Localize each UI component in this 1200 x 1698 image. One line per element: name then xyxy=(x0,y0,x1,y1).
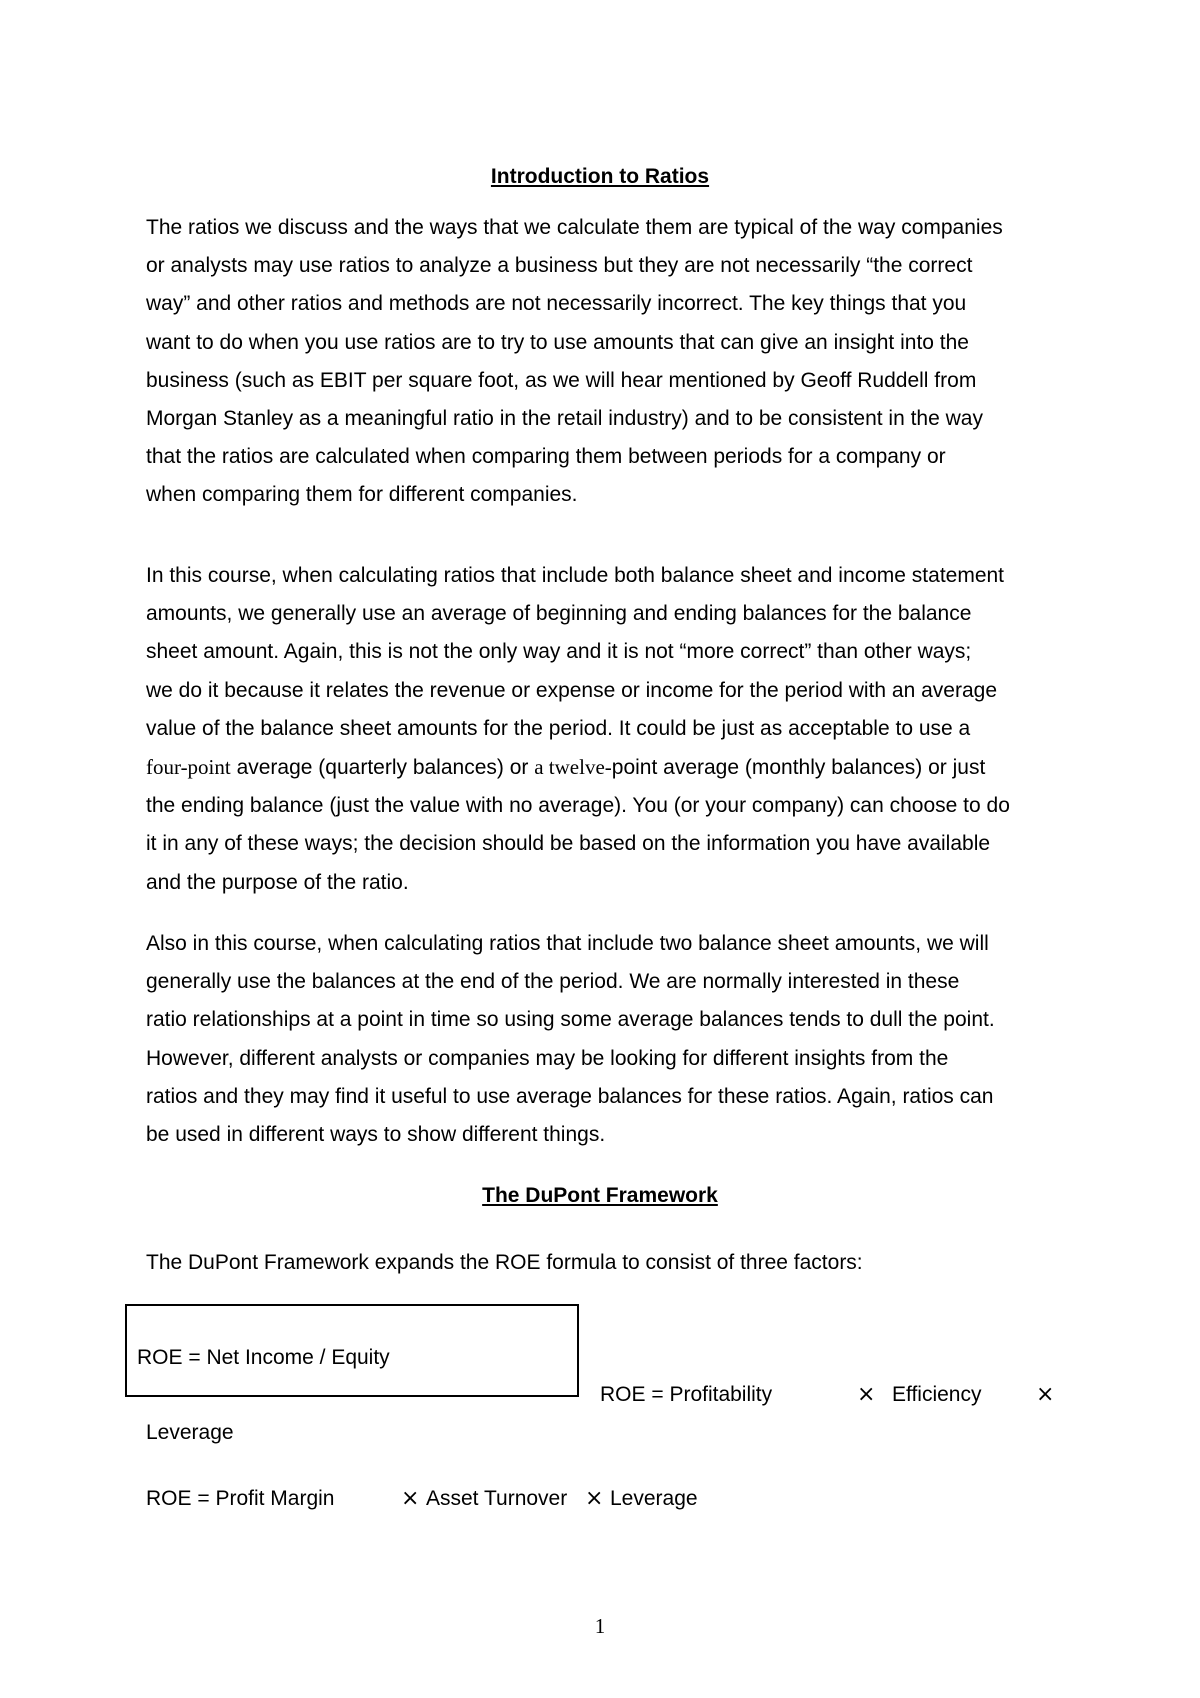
text-line: generally use the balances at the end of the period. We are normally interested in these xyxy=(146,970,960,994)
paragraph-intro xyxy=(146,209,1066,515)
text-line: ratios and they may find it useful to use average balances for these ratios. Again, ratios can xyxy=(146,1084,994,1108)
text-line: The ratios we discuss and the ways that we calculate them are typical of the way companies xyxy=(146,216,1003,239)
twelve-point-term: a twelve- xyxy=(534,755,612,780)
roe-basic-formula: ROE = Net Income / Equity xyxy=(137,1346,390,1369)
formula-asset-turnover: Asset Turnover xyxy=(426,1487,568,1510)
text-line: that the ratios are calculated when comparing them between periods for a company or xyxy=(146,445,946,469)
formula-profit-margin: ROE = Profit Margin xyxy=(146,1487,335,1510)
text-line: amounts, we generally use an average of beginning and ending balances for the balance xyxy=(146,602,972,626)
text-line: want to do when you use ratios are to try to use amounts that can give an insight into the xyxy=(146,330,969,354)
text-line: Also in this course, when calculating ratios that include two balance sheet amounts, we will xyxy=(146,932,989,955)
text-line: However, different analysts or companies may be looking for different insights from the xyxy=(146,1046,949,1070)
section-intro: The DuPont Framework expands the ROE formula to consist of three factors: xyxy=(146,1251,863,1274)
text-line: we do it because it relates the revenue or expense or income for the period with an average xyxy=(146,678,998,702)
text-line: value of the balance sheet amounts for the period. It could be just as acceptable to use a xyxy=(146,716,971,740)
text-line: be used in different ways to show different things. xyxy=(146,1123,606,1147)
text-line: the ending balance (just the value with no average). You (or your company) can choose to do xyxy=(146,794,1010,818)
formula-leverage: Leverage xyxy=(610,1487,698,1510)
text-line: Morgan Stanley as a meaningful ratio in the retail industry) and to be consistent in the way xyxy=(146,407,983,431)
text-line: and the purpose of the ratio. xyxy=(146,870,409,894)
text-line-mixed xyxy=(146,748,1066,787)
text-line: In this course, when calculating ratios that include both balance sheet and income statement xyxy=(146,564,1005,587)
four-point-term: four-point xyxy=(146,755,231,780)
text-line: when comparing them for different companies. xyxy=(146,483,578,507)
text-line: business (such as EBIT per square foot, as we will hear mentioned by Geoff Ruddell from xyxy=(146,368,977,392)
section-title: The DuPont Framework xyxy=(482,1184,718,1207)
paragraph-end-balances xyxy=(146,925,1066,1154)
formula-efficiency: Efficiency xyxy=(892,1383,982,1406)
text-line: ratio relationships at a point in time so using some average balances tends to dull the point. xyxy=(146,1008,995,1032)
formula-profitability: ROE = Profitability xyxy=(600,1383,773,1406)
formula-leverage: Leverage xyxy=(146,1421,234,1444)
text-line: or analysts may use ratios to analyze a business but they are not necessarily “the correct xyxy=(146,254,973,278)
text-run: average (quarterly balances) or xyxy=(230,756,535,780)
text-line: it in any of these ways; the decision should be based on the information you have available xyxy=(146,832,991,856)
paragraph-averages xyxy=(146,557,1066,902)
multiply-sign: × xyxy=(857,1382,876,1407)
multiply-sign: × xyxy=(1036,1382,1055,1407)
text-line: sheet amount. Again, this is not the only way and it is not “more correct” than other ways; xyxy=(146,640,972,664)
page-number: 1 xyxy=(594,1614,606,1638)
document-title: Introduction to Ratios xyxy=(490,165,710,188)
text-run: point average (monthly balances) or just xyxy=(611,756,986,780)
text-line: way” and other ratios and methods are not necessarily incorrect. The key things that you xyxy=(146,292,967,316)
multiply-sign: × xyxy=(401,1486,420,1511)
roe-formula-box xyxy=(125,1304,579,1397)
multiply-sign: × xyxy=(585,1486,604,1511)
